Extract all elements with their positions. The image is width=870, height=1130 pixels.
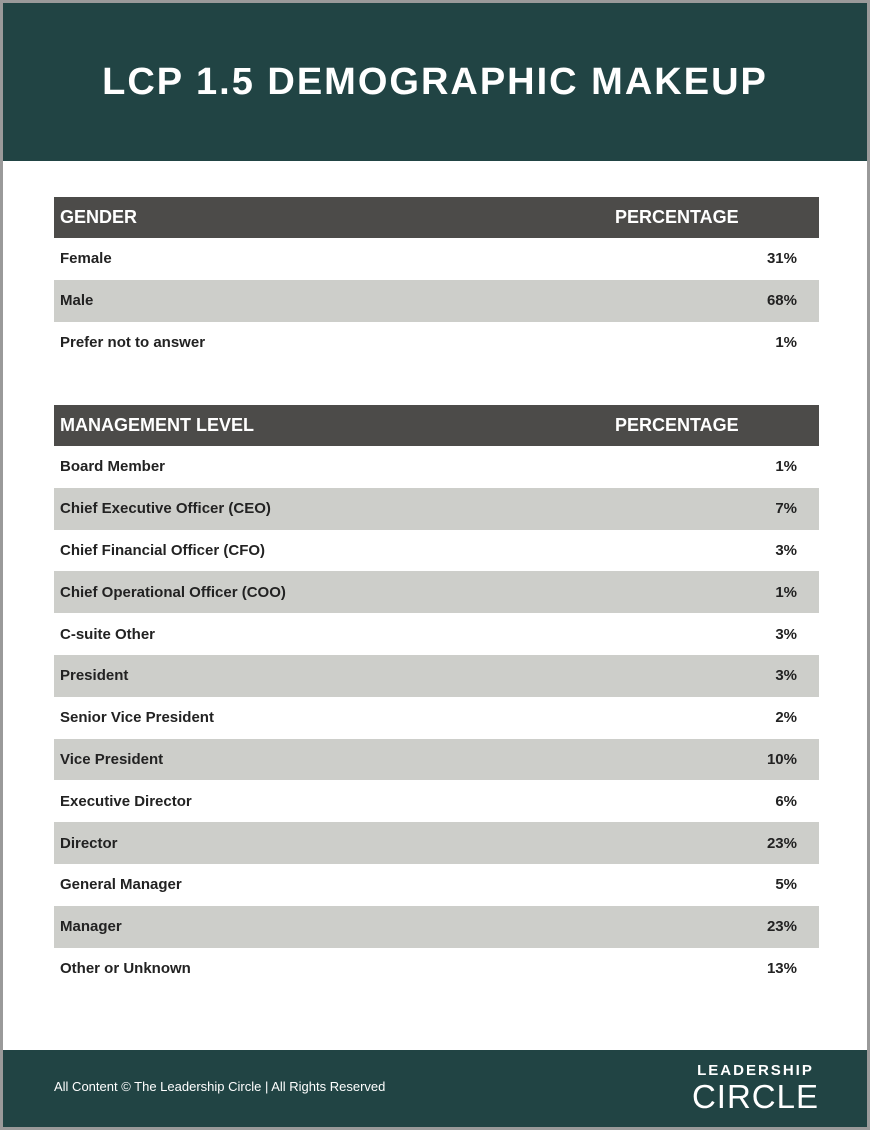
row-percentage: 5% [775, 876, 797, 894]
row-label: General Manager [60, 876, 182, 894]
row-label: Male [60, 292, 94, 310]
row-percentage: 68% [766, 292, 797, 310]
row-label: Manager [60, 918, 122, 936]
row-percentage: 3% [775, 541, 797, 559]
table-row [54, 948, 819, 990]
row-label: Senior Vice President [60, 709, 214, 727]
row-percentage: 31% [766, 250, 797, 268]
page-footer [3, 1050, 867, 1127]
row-percentage: 23% [766, 918, 797, 936]
row-label: C-suite Other [60, 625, 156, 643]
row-percentage: 13% [766, 959, 797, 977]
document-page [3, 3, 867, 1127]
gender-table-header [54, 197, 819, 238]
table-row [54, 906, 819, 948]
row-label: Board Member [60, 458, 166, 476]
copyright-text: All Content © The Leadership Circle | All Rights Reserved [54, 1079, 386, 1094]
row-label: President [60, 667, 129, 685]
row-label: Director [60, 834, 118, 852]
table-row [54, 322, 819, 364]
management-header-label: MANAGEMENT LEVEL [60, 415, 255, 435]
row-percentage: 2% [775, 709, 797, 727]
table-row [54, 822, 819, 864]
row-percentage: 1% [775, 333, 797, 351]
gender-header-label: GENDER [60, 207, 138, 227]
table-row [54, 780, 819, 822]
logo-line-1: LEADERSHIP [697, 1062, 814, 1079]
management-level-table [54, 405, 819, 989]
row-percentage: 6% [775, 792, 797, 810]
management-table-header [54, 405, 819, 446]
gender-table [54, 197, 819, 363]
table-row [54, 446, 819, 488]
row-percentage: 3% [775, 667, 797, 685]
page-title: LCP 1.5 DEMOGRAPHIC MAKEUP [102, 60, 768, 103]
table-row [54, 697, 819, 739]
row-percentage: 23% [766, 834, 797, 852]
management-header-percentage: PERCENTAGE [615, 415, 739, 435]
page-header [3, 3, 867, 161]
row-label: Chief Financial Officer (CFO) [60, 541, 266, 559]
table-row [54, 530, 819, 572]
row-percentage: 10% [766, 750, 797, 768]
row-label: Executive Director [60, 792, 192, 810]
table-row [54, 864, 819, 906]
table-row [54, 238, 819, 280]
row-percentage: 1% [775, 583, 797, 601]
row-label: Prefer not to answer [60, 333, 206, 351]
row-label: Chief Executive Officer (CEO) [60, 500, 271, 518]
row-label: Chief Operational Officer (COO) [60, 583, 286, 601]
row-label: Female [60, 250, 112, 268]
logo-line-2: CIRCLE [691, 1078, 819, 1115]
table-row [54, 655, 819, 697]
gender-header-percentage: PERCENTAGE [615, 207, 739, 227]
table-row [54, 571, 819, 613]
table-row [54, 280, 819, 322]
row-label: Other or Unknown [60, 959, 191, 977]
row-percentage: 3% [775, 625, 797, 643]
table-row [54, 613, 819, 655]
leadership-circle-logo [692, 1062, 819, 1114]
table-row [54, 488, 819, 530]
table-row [54, 739, 819, 781]
row-percentage: 7% [775, 500, 797, 518]
row-label: Vice President [60, 750, 164, 768]
row-percentage: 1% [775, 458, 797, 476]
